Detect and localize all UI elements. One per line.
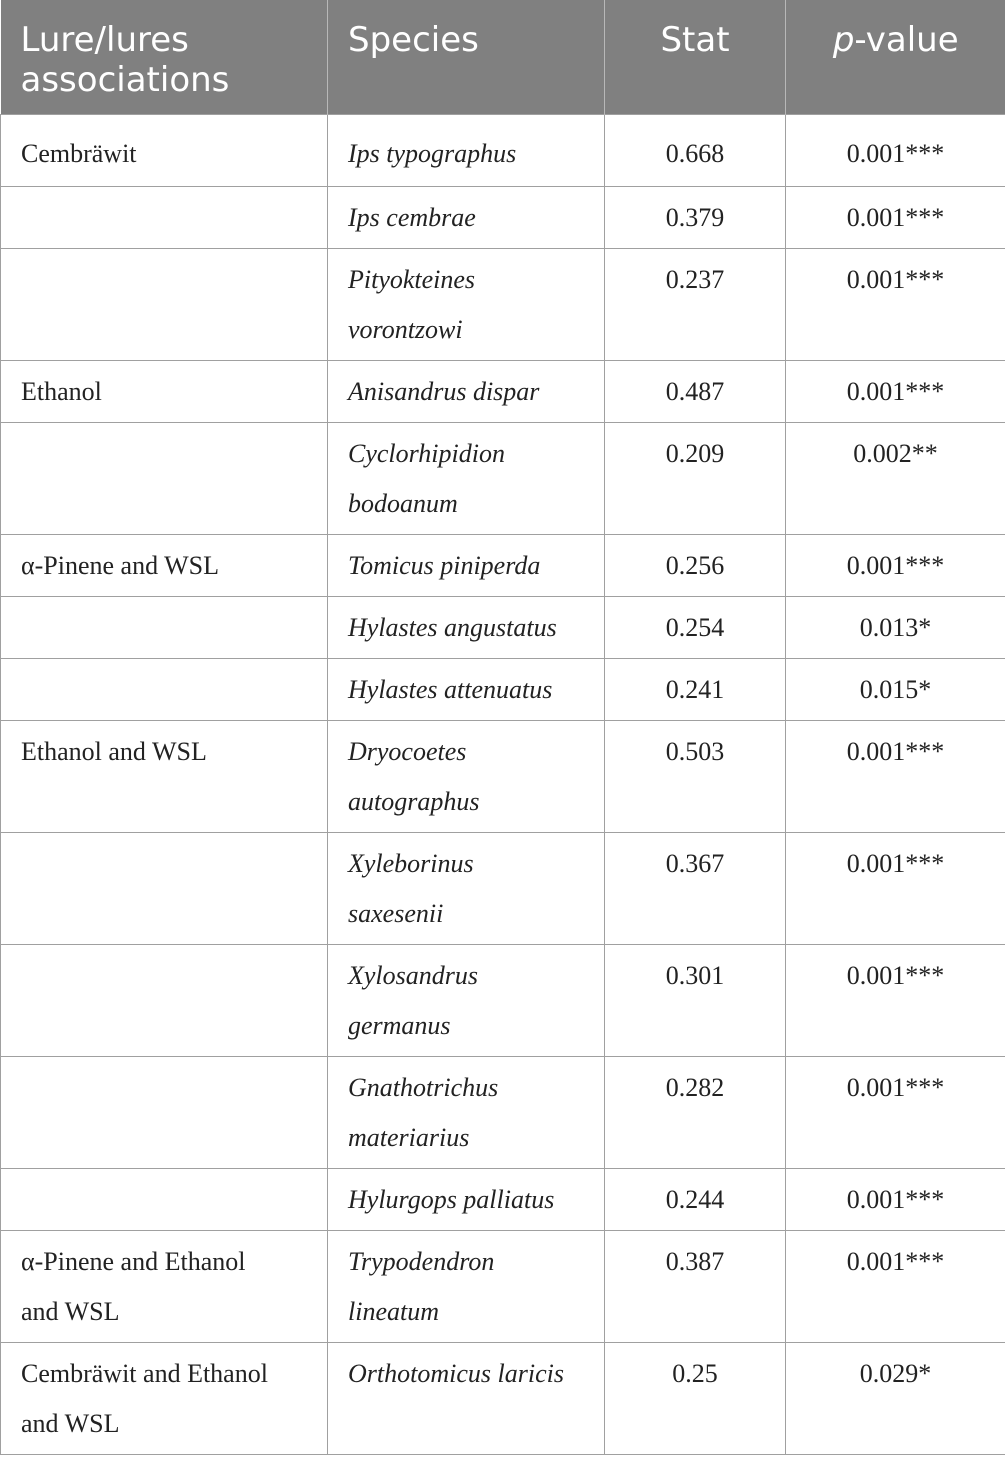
header-species: Species	[328, 0, 605, 115]
cell-species	[328, 187, 605, 249]
cell-stat: 0.241	[605, 659, 786, 721]
cell-pvalue: 0.001***	[786, 361, 1005, 423]
cell-pvalue: 0.013*	[786, 597, 1005, 659]
cell-pvalue: 0.029*	[786, 1343, 1005, 1455]
lure-line: Cembräwit	[21, 139, 137, 168]
cell-species	[328, 945, 605, 1057]
cell-stat: 0.254	[605, 597, 786, 659]
cell-pvalue: 0.001***	[786, 1169, 1005, 1231]
cell-lure	[1, 945, 328, 1057]
cell-lure	[1, 597, 328, 659]
table-row	[1, 249, 1005, 361]
cell-stat: 0.301	[605, 945, 786, 1057]
cell-stat: 0.256	[605, 535, 786, 597]
cell-species	[328, 597, 605, 659]
cell-pvalue: 0.001***	[786, 945, 1005, 1057]
cell-stat: 0.209	[605, 423, 786, 535]
cell-stat: 0.282	[605, 1057, 786, 1169]
cell-species	[328, 1231, 605, 1343]
table-row	[1, 1057, 1005, 1169]
cell-lure	[1, 721, 328, 833]
lure-line: Ethanol and WSL	[21, 737, 207, 766]
cell-pvalue: 0.001***	[786, 187, 1005, 249]
species-line: Trypodendron	[348, 1247, 495, 1276]
lure-line: Ethanol	[21, 377, 102, 406]
cell-lure	[1, 833, 328, 945]
table-row	[1, 535, 1005, 597]
species-line: Dryocoetes	[348, 737, 467, 766]
species-line: materiarius	[348, 1123, 470, 1152]
cell-lure	[1, 115, 328, 187]
table-row	[1, 423, 1005, 535]
cell-species	[328, 833, 605, 945]
table-row	[1, 187, 1005, 249]
species-line: vorontzowi	[348, 315, 463, 344]
cell-lure	[1, 1343, 328, 1455]
cell-pvalue: 0.001***	[786, 115, 1005, 187]
species-line: saxesenii	[348, 899, 444, 928]
cell-lure	[1, 535, 328, 597]
lure-line: Cembräwit and Ethanol	[21, 1359, 268, 1388]
table-row	[1, 721, 1005, 833]
cell-species	[328, 659, 605, 721]
cell-pvalue: 0.001***	[786, 249, 1005, 361]
cell-stat: 0.237	[605, 249, 786, 361]
species-line: autographus	[348, 787, 480, 816]
cell-lure	[1, 423, 328, 535]
cell-lure	[1, 1231, 328, 1343]
table-row	[1, 597, 1005, 659]
table-row	[1, 1343, 1005, 1455]
species-line: Gnathotrichus	[348, 1073, 499, 1102]
header-row	[1, 0, 1005, 115]
cell-stat: 0.379	[605, 187, 786, 249]
cell-stat: 0.387	[605, 1231, 786, 1343]
cell-lure	[1, 1169, 328, 1231]
species-line: bodoanum	[348, 489, 458, 518]
cell-pvalue: 0.001***	[786, 721, 1005, 833]
cell-species	[328, 249, 605, 361]
table-row	[1, 659, 1005, 721]
cell-lure	[1, 659, 328, 721]
cell-stat: 0.244	[605, 1169, 786, 1231]
header-lure-line-1: Lure/lures	[20, 20, 189, 60]
header-lure-line-2: associations	[20, 60, 230, 100]
cell-species	[328, 1169, 605, 1231]
cell-species	[328, 1343, 605, 1455]
cell-stat: 0.503	[605, 721, 786, 833]
cell-lure	[1, 249, 328, 361]
table-row	[1, 115, 1005, 187]
cell-pvalue: 0.001***	[786, 1057, 1005, 1169]
species-line: lineatum	[348, 1297, 439, 1326]
header-lure	[1, 0, 328, 115]
table-row	[1, 361, 1005, 423]
cell-species	[328, 535, 605, 597]
species-line: germanus	[348, 1011, 451, 1040]
table-row	[1, 1169, 1005, 1231]
header-stat: Stat	[605, 0, 786, 115]
cell-stat: 0.367	[605, 833, 786, 945]
cell-species	[328, 361, 605, 423]
species-line: Anisandrus dispar	[348, 377, 540, 406]
header-pvalue	[786, 0, 1005, 115]
table-row	[1, 833, 1005, 945]
cell-stat: 0.25	[605, 1343, 786, 1455]
lure-line: and WSL	[21, 1297, 120, 1326]
species-line: Ips typographus	[348, 139, 517, 168]
lure-line: α-Pinene and Ethanol	[21, 1247, 246, 1276]
species-line: Ips cembrae	[348, 203, 476, 232]
cell-lure	[1, 1057, 328, 1169]
cell-species	[328, 1057, 605, 1169]
cell-species	[328, 115, 605, 187]
species-line: Hylurgops palliatus	[348, 1185, 555, 1214]
species-line: Pityokteines	[348, 265, 476, 294]
cell-pvalue: 0.015*	[786, 659, 1005, 721]
cell-pvalue: 0.002**	[786, 423, 1005, 535]
lure-line: and WSL	[21, 1409, 120, 1438]
species-line: Orthotomicus laricis	[348, 1359, 564, 1388]
cell-pvalue: 0.001***	[786, 535, 1005, 597]
table-body	[1, 115, 1005, 1455]
cell-species	[328, 721, 605, 833]
cell-pvalue: 0.001***	[786, 1231, 1005, 1343]
cell-species	[328, 423, 605, 535]
species-line: Hylastes angustatus	[348, 613, 557, 642]
species-line: Hylastes attenuatus	[348, 675, 553, 704]
cell-pvalue: 0.001***	[786, 833, 1005, 945]
cell-lure	[1, 187, 328, 249]
header-pvalue-rest: -value	[854, 20, 959, 60]
species-line: Xylosandrus	[348, 961, 478, 990]
cell-stat: 0.487	[605, 361, 786, 423]
header-pvalue-p: p	[832, 20, 855, 60]
table-row	[1, 945, 1005, 1057]
species-line: Cyclorhipidion	[348, 439, 505, 468]
species-line: Xyleborinus	[348, 849, 474, 878]
table-header	[1, 0, 1005, 115]
table-row	[1, 1231, 1005, 1343]
cell-stat: 0.668	[605, 115, 786, 187]
species-line: Tomicus piniperda	[348, 551, 541, 580]
cell-lure	[1, 361, 328, 423]
lure-line: α-Pinene and WSL	[21, 551, 219, 580]
